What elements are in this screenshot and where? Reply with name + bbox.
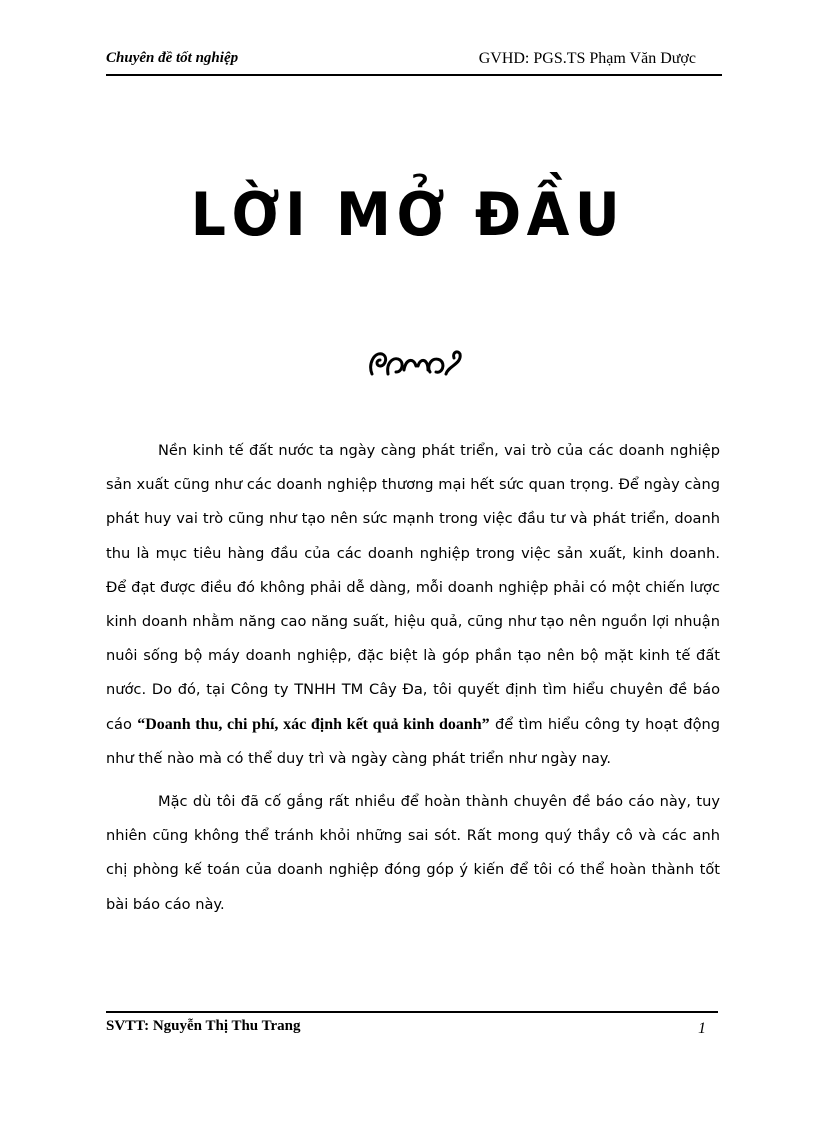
paragraph-1 bbox=[106, 434, 720, 776]
footer-divider bbox=[106, 1011, 718, 1013]
header-course-title: Chuyên đề tốt nghiệp bbox=[106, 50, 239, 66]
page-number: 1 bbox=[698, 1020, 706, 1037]
report-topic-title: “Doanh thu, chi phí, xác định kết quả kinh doanh” bbox=[137, 715, 490, 733]
page-header bbox=[106, 50, 722, 76]
decorative-flourish-icon bbox=[366, 344, 466, 380]
body-text bbox=[106, 434, 720, 922]
paragraph-1-part-a: Nền kinh tế đất nước ta ngày càng phát triển, vai trò của các doanh nghiệp sản xuất cũng như các doanh nghiệp thương mại hết sức quan trọng. Để ngày càng phát huy vai trò cũng như tạo nên sức mạnh trong việc đầu tư và phát triển, doanh thu là mục tiêu hàng đầu của các doanh nghiệp trong việc sản xuất, kinh doanh. Để đạt được điều đó không phải dễ dàng, mỗi doanh nghiệp phải có một chiến lược kinh doanh nhằm năng cao năng suất, hiệu quả, cũng như tạo nên nguồn lợi nhuận nuôi sống bộ máy doanh nghiệp, đặc biệt là góp phần tạo nên bộ mặt kinh tế đất nước. Do đó, tại Công ty TNHH TM Cây Đa, tôi quyết định tìm hiểu chuyên đề báo cáo bbox=[106, 442, 720, 733]
footer-student: SVTT: Nguyễn Thị Thu Trang bbox=[106, 1018, 301, 1034]
header-advisor: GVHD: PGS.TS Phạm Văn Dược bbox=[478, 50, 696, 67]
paragraph-2: Mặc dù tôi đã cố gắng rất nhiều để hoàn thành chuyên đề báo cáo này, tuy nhiên cũng không thể tránh khỏi những sai sót. Rất mong quý thầy cô và các anh chị phòng kế toán của doanh nghiệp đóng góp ý kiến để tôi có thể hoàn thành tốt bài báo cáo này. bbox=[106, 793, 720, 913]
page-title: LỜI MỞ ĐẦU bbox=[190, 180, 626, 250]
paragraph-1-part-b: để tìm hiểu công ty hoạt động như thế nào mà có thể duy trì và ngày càng phát triển như ngày nay. bbox=[106, 715, 721, 767]
